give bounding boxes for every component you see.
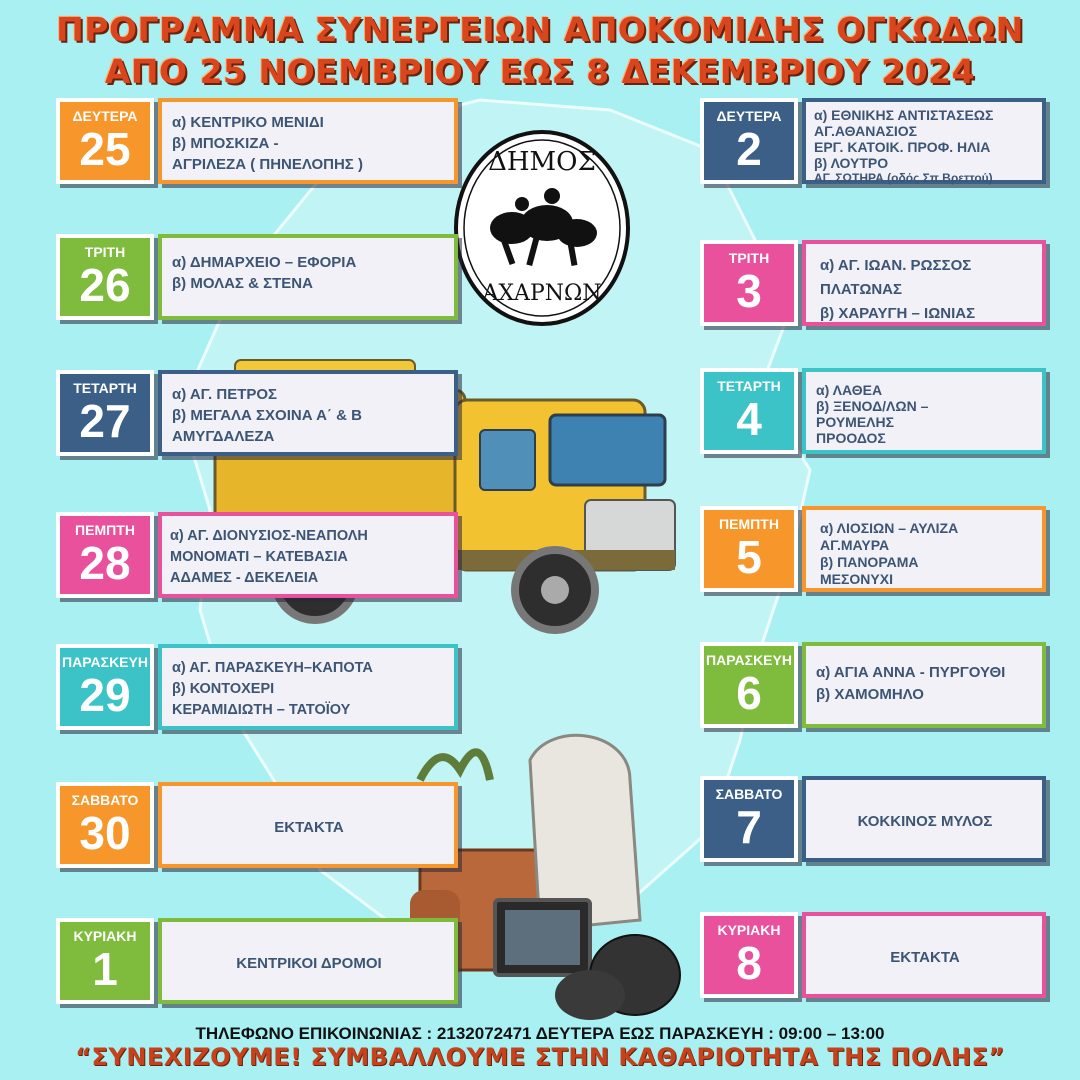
area-line: β) ΚΟΝΤΟΧΕΡΙ bbox=[172, 681, 275, 697]
area-line: ΠΛΑΤΩΝΑΣ bbox=[820, 281, 903, 298]
area-list bbox=[802, 506, 1046, 592]
area-line: ΚΟΚΚΙΝΟΣ ΜΥΛΟΣ bbox=[857, 812, 993, 830]
day-date: 8 bbox=[736, 937, 762, 989]
area-list bbox=[802, 98, 1046, 184]
day-date: 5 bbox=[736, 531, 762, 583]
day-date: 7 bbox=[736, 801, 762, 853]
day-badge bbox=[56, 644, 154, 730]
area-line: ΡΟΥΜΕΛΗΣ bbox=[816, 414, 895, 430]
area-line: ΕΚΤΑΚΤΑ bbox=[890, 948, 960, 966]
area-line: ΑΓ. ΣΩΤΗΡΑ (οδός Σπ.Βρεττού) bbox=[814, 171, 993, 185]
day-name: ΤΡΙΤΗ bbox=[84, 244, 126, 260]
day-name: ΠΕΜΠΤΗ bbox=[719, 516, 779, 532]
area-list bbox=[802, 912, 1046, 998]
area-line: ΠΡΟΟΔΟΣ bbox=[816, 430, 886, 446]
day-name: ΤΕΤΑΡΤΗ bbox=[717, 378, 781, 394]
area-list bbox=[158, 98, 458, 184]
area-line: ΜΟΝΟΜΑΤΙ – ΚΑΤΕΒΑΣΙΑ bbox=[170, 549, 348, 565]
area-line: α) ΔΗΜΑΡΧΕΙΟ – ΕΦΟΡΙΑ bbox=[172, 254, 357, 271]
day-date: 6 bbox=[736, 667, 762, 719]
area-line: ΕΡΓ. ΚΑΤΟΙΚ. ΠΡΟΦ. ΗΛΙΑ bbox=[814, 139, 991, 155]
area-line: ΑΓ.ΜΑΥΡΑ bbox=[820, 537, 890, 553]
day-date: 28 bbox=[79, 537, 131, 589]
area-line: β) ΛΟΥΤΡΟ bbox=[814, 155, 889, 171]
day-badge bbox=[56, 512, 154, 598]
area-line: α) ΑΓ. ΔΙΟΝΥΣΙΟΣ-ΝΕΑΠΟΛΗ bbox=[170, 528, 368, 544]
date-range-subtitle: ΑΠΟ 25 ΝΟΕΜΒΡΙΟΥ ΕΩΣ 8 ΔΕΚΕΜΒΡΙΟΥ 2024 bbox=[104, 52, 976, 91]
area-line: α) ΕΘΝΙΚΗΣ ΑΝΤΙΣΤΑΣΕΩΣ bbox=[814, 107, 994, 123]
svg-text:ΔΗΜΟΣ: ΔΗΜΟΣ bbox=[488, 147, 596, 177]
area-list bbox=[158, 512, 458, 598]
day-badge bbox=[700, 98, 798, 184]
area-line: β) ΠΑΝΟΡΑΜΑ bbox=[820, 554, 919, 570]
day-date: 26 bbox=[79, 259, 131, 311]
day-name: ΤΡΙΤΗ bbox=[728, 250, 770, 266]
day-date: 1 bbox=[92, 943, 118, 995]
page-title: ΠΡΟΓΡΑΜΜΑ ΣΥΝΕΡΓΕΙΩΝ ΑΠΟΚΟΜΙΔΗΣ ΟΓΚΩΔΩΝ bbox=[56, 10, 1024, 49]
day-badge bbox=[700, 912, 798, 998]
day-badge bbox=[56, 370, 154, 456]
day-badge bbox=[700, 642, 798, 728]
area-list bbox=[802, 642, 1046, 728]
area-line: α) ΑΓ. ΠΑΡΑΣΚΕΥΗ–ΚΑΠΟΤΑ bbox=[172, 660, 373, 676]
day-date: 4 bbox=[736, 393, 762, 445]
area-line: ΑΜΥΓΔΑΛΕΖΑ bbox=[172, 428, 275, 445]
day-name: ΣΑΒΒΑΤΟ bbox=[715, 786, 783, 802]
area-line: ΚΕΝΤΡΙΚΟΙ ΔΡΟΜΟΙ bbox=[236, 954, 382, 972]
area-list bbox=[158, 782, 458, 868]
area-line: α) ΛΑΘΕΑ bbox=[816, 382, 883, 398]
day-badge bbox=[700, 776, 798, 862]
day-badge bbox=[56, 98, 154, 184]
area-line: α) ΛΙΟΣΙΩΝ – ΑΥΛΙΖΑ bbox=[820, 520, 959, 536]
area-list bbox=[158, 644, 458, 730]
day-date: 2 bbox=[736, 123, 762, 175]
area-line: α) ΑΓ. ΙΩΑΝ. ΡΩΣΣΟΣ bbox=[820, 257, 972, 274]
area-line: ΚΕΡΑΜΙΔΙΩΤΗ – ΤΑΤΟΪΟΥ bbox=[172, 702, 351, 718]
day-badge bbox=[56, 234, 154, 320]
day-name: ΣΑΒΒΑΤΟ bbox=[71, 792, 139, 808]
area-list bbox=[802, 368, 1046, 454]
day-badge bbox=[56, 918, 154, 1004]
area-line: α) ΑΓΙΑ ΑΝΝΑ - ΠΥΡΓΟΥΘΙ bbox=[816, 664, 1006, 681]
day-name: ΤΕΤΑΡΤΗ bbox=[73, 380, 137, 396]
day-name: ΠΑΡΑΣΚΕΥΗ bbox=[62, 654, 148, 670]
area-list bbox=[802, 240, 1046, 326]
area-line: ΑΔΑΜΕΣ - ΔΕΚΕΛΕΙΑ bbox=[170, 570, 319, 586]
area-list bbox=[158, 918, 458, 1004]
area-line: β) ΜΕΓΑΛΑ ΣΧΟΙΝΑ Α΄ & Β bbox=[172, 407, 362, 424]
area-list bbox=[158, 234, 458, 320]
area-line: β) ΜΠΟΣΚΙΖΑ - bbox=[172, 135, 279, 152]
day-date: 3 bbox=[736, 265, 762, 317]
day-badge bbox=[56, 782, 154, 868]
area-line: ΕΚΤΑΚΤΑ bbox=[274, 818, 344, 836]
svg-text:ΑΧΑΡΝΩΝ: ΑΧΑΡΝΩΝ bbox=[482, 281, 602, 306]
area-line: α) ΑΓ. ΠΕΤΡΟΣ bbox=[172, 386, 278, 403]
area-line: β) ΧΑΜΟΜΗΛΟ bbox=[816, 686, 924, 703]
day-badge bbox=[700, 240, 798, 326]
day-badge bbox=[700, 368, 798, 454]
day-name: ΚΥΡΙΑΚΗ bbox=[73, 928, 137, 944]
area-line: ΑΓΡΙΛΕΖΑ ( ΠΗΝΕΛΟΠΗΣ ) bbox=[172, 156, 363, 173]
day-name: ΠΕΜΠΤΗ bbox=[75, 522, 135, 538]
municipality-logo bbox=[452, 128, 632, 328]
area-line: β) ΞΕΝΟΔ/ΛΩΝ – bbox=[816, 398, 929, 414]
area-list bbox=[802, 776, 1046, 862]
day-name: ΔΕΥΤΕΡΑ bbox=[72, 108, 138, 124]
day-date: 25 bbox=[79, 123, 131, 175]
day-name: ΠΑΡΑΣΚΕΥΗ bbox=[706, 652, 792, 668]
slogan: “ΣΥΝΕΧΙΖΟΥΜΕ! ΣΥΜΒΑΛΛΟΥΜΕ ΣΤΗΝ ΚΑΘΑΡΙΟΤΗΤΑ ΤΗΣ ΠΟΛΗΣ” bbox=[75, 1043, 1005, 1071]
day-badge bbox=[700, 506, 798, 592]
day-date: 27 bbox=[79, 395, 131, 447]
day-date: 30 bbox=[79, 807, 131, 859]
area-line: β) ΜΟΛΑΣ & ΣΤΕΝΑ bbox=[172, 275, 313, 292]
area-line: ΜΕΣΟΝΥΧΙ bbox=[820, 571, 893, 587]
day-name: ΔΕΥΤΕΡΑ bbox=[716, 108, 782, 124]
area-line: ΑΓ.ΑΘΑΝΑΣΙΟΣ bbox=[814, 123, 918, 139]
area-line: β) ΧΑΡΑΥΓΗ – ΙΩΝΙΑΣ bbox=[820, 305, 976, 322]
area-list bbox=[158, 370, 458, 456]
day-date: 29 bbox=[79, 669, 131, 721]
day-name: ΚΥΡΙΑΚΗ bbox=[717, 922, 781, 938]
area-line: α) ΚΕΝΤΡΙΚΟ ΜΕΝΙΔΙ bbox=[172, 114, 324, 131]
contact-phone-info: ΤΗΛΕΦΩΝΟ ΕΠΙΚΟΙΝΩΝΙΑΣ : 2132072471 ΔΕΥΤΕΡΑ ΕΩΣ ΠΑΡΑΣΚΕΥΗ : 09:00 – 13:00 bbox=[195, 1024, 885, 1043]
